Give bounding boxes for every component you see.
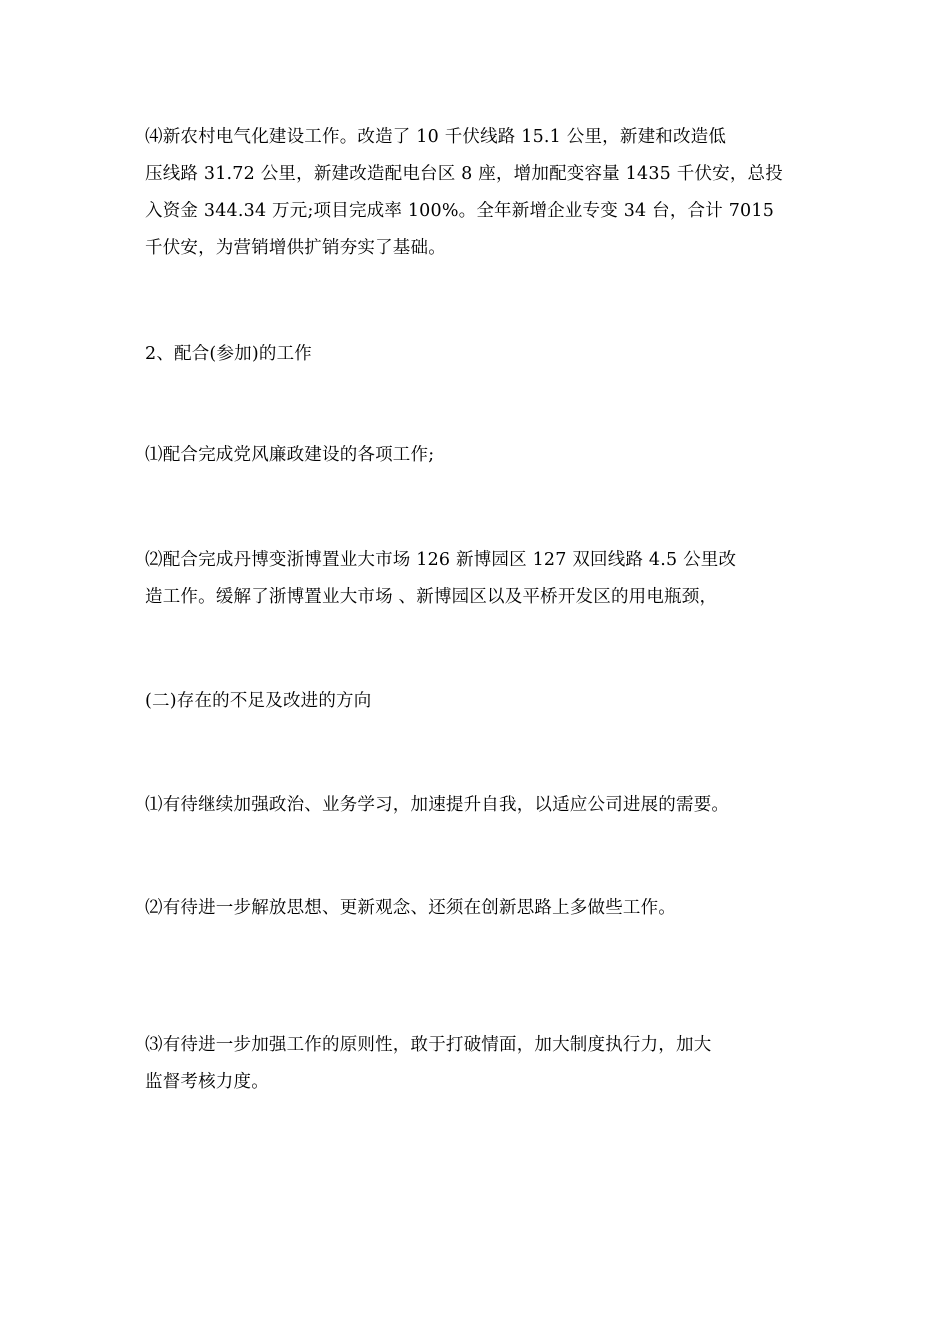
paragraph-rural-electrification	[145, 119, 810, 267]
paragraph-party-conduct	[145, 437, 810, 474]
text-line: 监督考核力度。	[145, 1072, 269, 1092]
paragraph-shortcoming-3	[145, 1027, 810, 1101]
text-line: ⑷新农村电气化建设工作。改造了 10 千伏线路 15.1 公里，新建和改造低	[145, 127, 727, 147]
text-line: 2、配合(参加)的工作	[145, 344, 312, 364]
text-line: ⑶有待进一步加强工作的原则性，敢于打破情面，加大制度执行力，加大	[145, 1035, 712, 1055]
text-line: (二)存在的不足及改进的方向	[145, 691, 372, 711]
section-heading-cooperative-work	[145, 336, 810, 373]
text-line: 压线路 31.72 公里，新建改造配电台区 8 座，增加配变容量 1435 千伏安，总投	[145, 164, 783, 184]
paragraph-shortcoming-2	[145, 890, 810, 927]
text-line: ⑵有待进一步解放思想、更新观念、还须在创新思路上多做些工作。	[145, 898, 676, 918]
text-line: ⑵配合完成丹博变浙博置业大市场 126 新博园区 127 双回线路 4.5 公里改	[145, 550, 737, 570]
paragraph-shortcoming-1	[145, 787, 810, 824]
text-line: 造工作。缓解了浙博置业大市场 、新博园区以及平桥开发区的用电瓶颈，	[145, 587, 718, 607]
text-line: 千伏安，为营销增供扩销夯实了基础。	[145, 238, 446, 258]
paragraph-line-renovation	[145, 542, 810, 616]
text-line: ⑴有待继续加强政治、业务学习，加速提升自我，以适应公司进展的需要。	[145, 795, 730, 815]
text-line: 入资金 344.34 万元;项目完成率 100%。全年新增企业专变 34 台，合计 7015	[145, 201, 775, 221]
text-line: ⑴配合完成党风廉政建设的各项工作;	[145, 445, 435, 465]
section-heading-shortcomings	[145, 683, 810, 720]
